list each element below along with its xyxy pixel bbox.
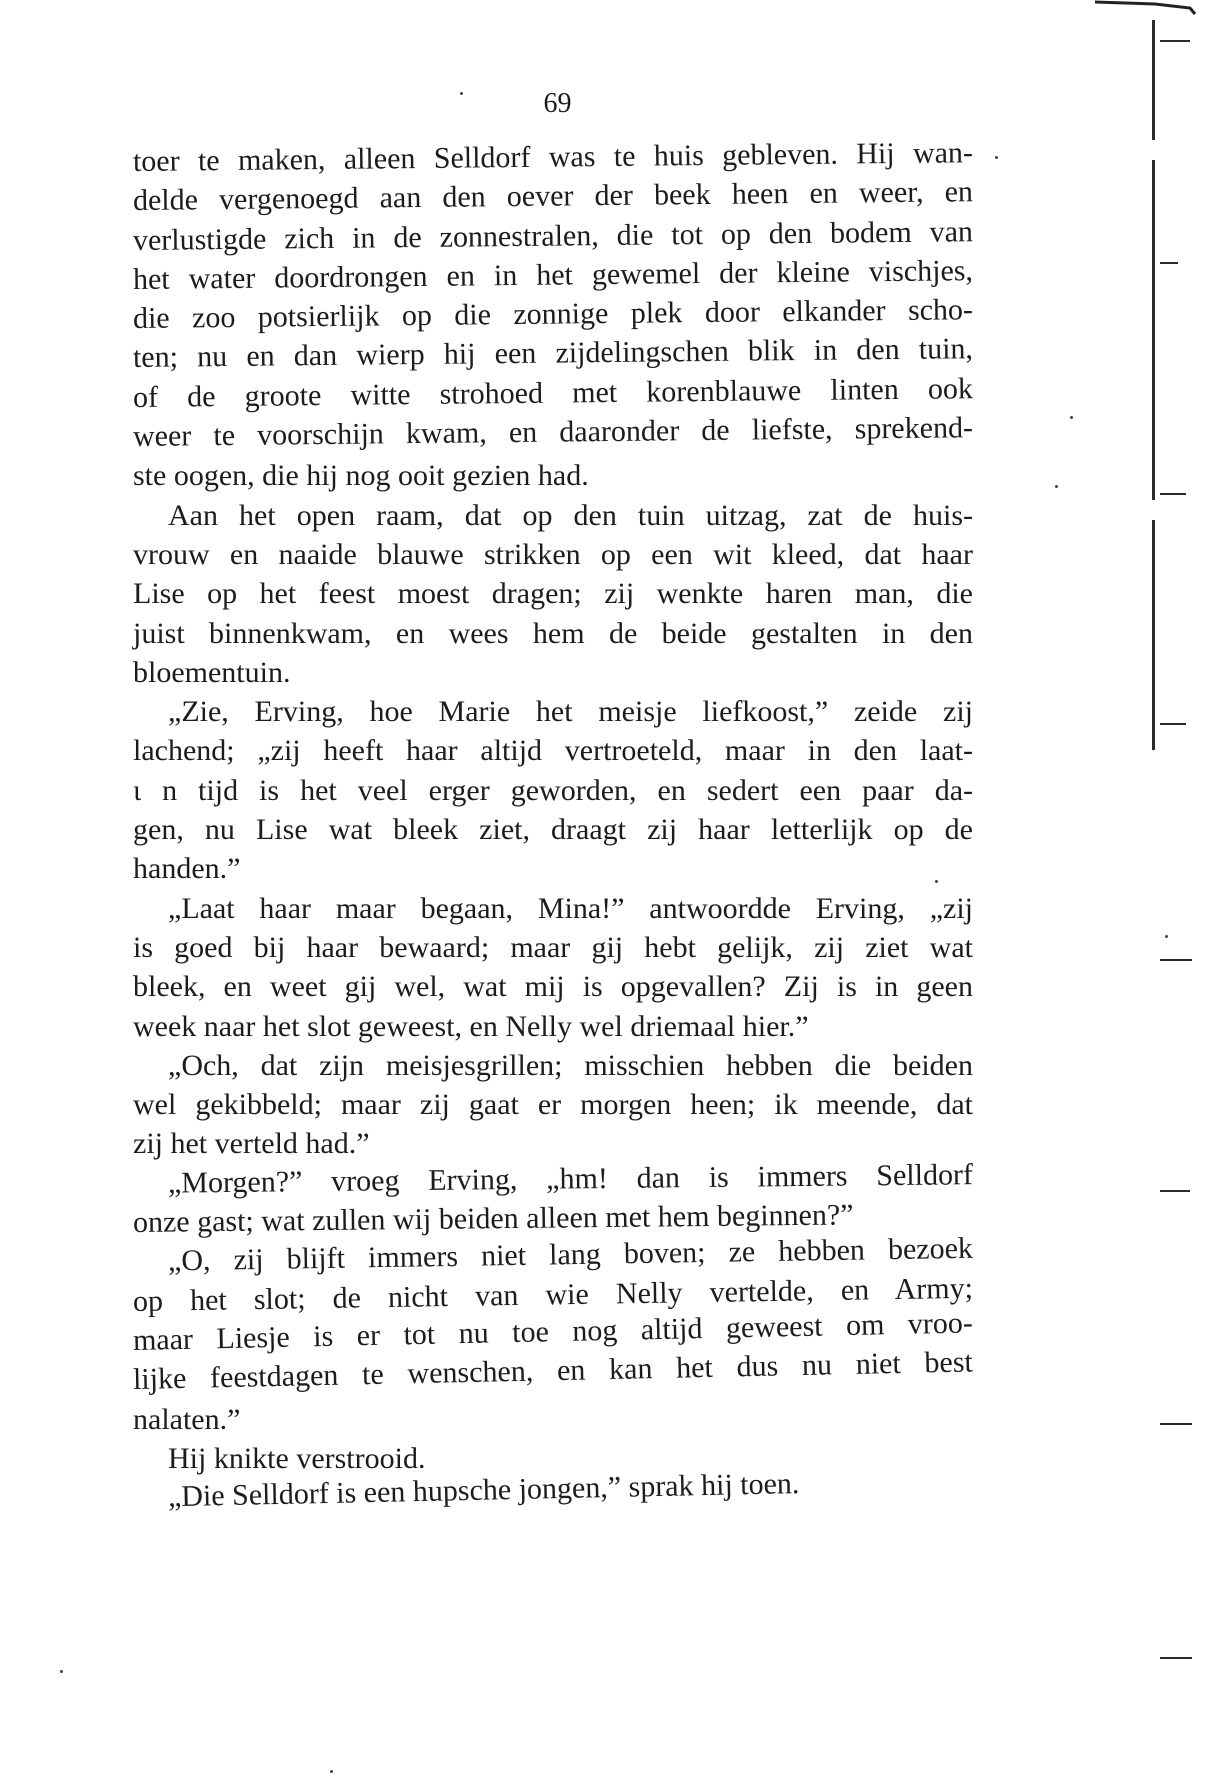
text-line: onze gast; wat zullen wij beiden alleen met hem beginnen?” [132,1198,854,1240]
text-line: handen.” [133,852,241,886]
paragraph [133,692,973,888]
text-line: is goed bij haar bewaard; maar gij hebt gelijk, zij ziet wat [133,930,973,964]
text-line: of de groote witte strohoed met korenblauwe linten ook [132,371,974,414]
text-line: gen, nu Lise wat bleek ziet, draagt zij haar letterlijk op de [133,813,973,847]
scan-speck [460,92,463,95]
text-line: weer te voorschijn kwam, en daaronder de liefste, sprekend- [132,411,974,454]
paragraph [133,889,973,1046]
scan-speck [1165,935,1168,938]
text-line: het water doordrongen en in het gewemel der kleine vischjes, [132,254,974,296]
text-line: „Och, dat zijn meisjesgrillen; misschien hebben die beiden [168,1048,973,1082]
scan-speck [1070,416,1073,419]
paragraph [132,136,974,496]
paragraph [133,1046,973,1164]
page-number: 69 [543,88,572,119]
text-line: Lise op het feest moest dragen; zij wenkte haren man, die [133,577,973,611]
text-line: ten; nu en dan wierp hij een zijdelingschen blik in den tuin, [132,332,974,375]
text-line: bleek, en weet gij wel, wat mij is opgevallen? Zij is in geen [133,970,973,1004]
binding-edge-shadow [1150,0,1156,1789]
paragraph [132,1232,974,1438]
scan-speck [995,156,998,159]
text-line: ste oogen, die hij nog ooit gezien had. [133,459,589,493]
text-line: Aan het open raam, dat op den tuin uitzag, zat de huis- [168,498,973,532]
text-line: nalaten.” [133,1402,241,1436]
text-line: „Die Selldorf is een hupsche jongen,” sprak hij toen. [167,1467,800,1514]
text-line: week naar het slot geweest, en Nelly wel driemaal hier.” [133,1009,809,1043]
text-line: „Zie, Erving, hoe Marie het meisje liefkoost,” zeide zij [168,695,973,729]
text-line: lijke feestdagen te wenschen, en kan het dus nu niet best [132,1345,974,1397]
text-line: delde vergenoegd aan den oever der beek heen en weer, en [132,175,974,218]
text-line: toer te maken, alleen Selldorf was te huis gebleven. Hij wan- [132,136,974,178]
text-line: juist binnenkwam, en wees hem de beide gestalten in den [133,616,973,650]
text-line: zij het verteld had.” [133,1127,370,1161]
text-line: bloementuin. [133,655,291,689]
paragraph [133,496,973,692]
scan-speck [1055,485,1058,488]
text-line: verlustigde zich in de zonnestralen, die tot op den bodem van [132,214,974,257]
text-line: „Morgen?” vroeg Erving, „hm! dan is immers Selldorf [167,1157,974,1200]
scan-speck [935,880,938,883]
text-line: die zoo potsierlijk op die zonnige plek door elkander scho- [132,293,974,336]
text-line: maar Liesje is er tot nu toe nog altijd geweest om vroo- [132,1306,974,1357]
text-line: Hij knikte verstrooid. [168,1441,426,1475]
text-line: ɩ n tijd is het veel erger geworden, en sedert een paar da- [133,773,973,807]
text-line: „O, zij blijft immers niet lang boven; ze hebben bezoek [167,1232,974,1278]
text-line: wel gekibbeld; maar zij gaat er morgen heen; ik meende, dat [133,1088,973,1122]
body-text [132,136,974,1517]
paragraph [133,1467,973,1517]
text-line: „Laat haar maar begaan, Mina!” antwoordde Erving, „zij [168,891,973,925]
scan-speck [60,1670,63,1673]
text-line: vrouw en naaide blauwe strikken op een wit kleed, dat haar [133,537,973,571]
text-line: lachend; „zij heeft haar altijd vertroeteld, maar in den laat- [133,734,973,768]
scan-speck [330,1770,333,1773]
text-line: op het slot; de nicht van wie Nelly vertelde, en Army; [132,1271,974,1318]
